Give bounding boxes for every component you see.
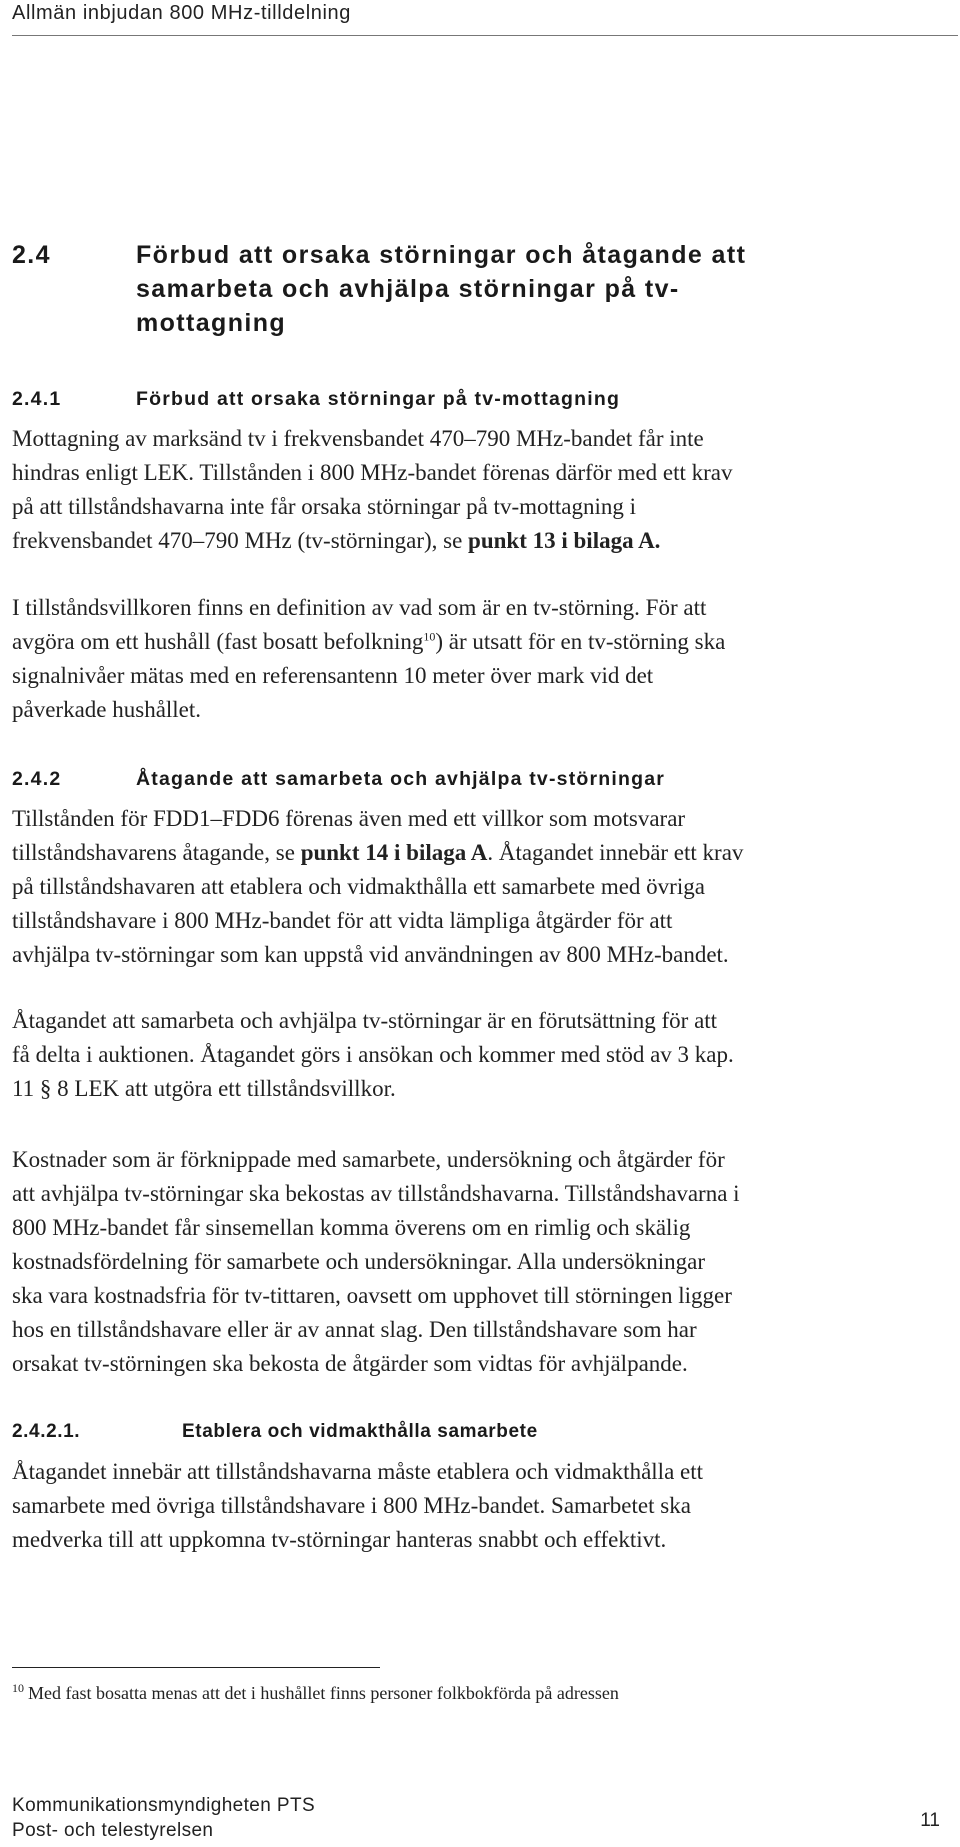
paragraph-tv-interference-ban — [12, 422, 952, 558]
text-line: . Åtagandet innebär ett krav — [487, 840, 744, 865]
paragraph-costs — [12, 1143, 952, 1381]
section-title-line-3: mottagning — [136, 309, 287, 337]
text-line: signalnivåer mätas med en referensantenn 10 meter över mark vid det — [12, 663, 654, 688]
text-line: få delta i auktionen. Åtagandet görs i ansökan och kommer med stöd av 3 kap. — [12, 1042, 734, 1067]
section-title-line-1: Förbud att orsaka störningar och åtagande att — [136, 241, 747, 269]
text-line: på tillståndshavaren att etablera och vidmakthålla ett samarbete med övriga — [12, 874, 705, 899]
subsection-heading-2-4-2 — [12, 768, 665, 791]
text-line: Mottagning av marksänd tv i frekvensbandet 470–790 MHz-bandet får inte — [12, 426, 704, 451]
text-line: tillståndshavarens åtagande, se — [12, 840, 301, 865]
running-header: Allmän inbjudan 800 MHz-tilldelning — [12, 2, 351, 24]
page-number: 11 — [920, 1810, 940, 1831]
paragraph-cooperation — [12, 1455, 952, 1557]
header-rule — [12, 35, 958, 36]
section-heading — [12, 238, 746, 340]
paragraph-definition — [12, 591, 952, 727]
text-line: avhjälpa tv-störningar som kan uppstå vid användningen av 800 MHz-bandet. — [12, 942, 729, 967]
footnote-rule — [12, 1667, 380, 1668]
text-line: att avhjälpa tv-störningar ska bekostas av tillståndshavarna. Tillståndshavarna i — [12, 1181, 740, 1206]
text-line: I tillståndsvillkoren finns en definition av vad som är en tv-störning. För att — [12, 595, 707, 620]
footnote-reference: 10 — [423, 629, 436, 644]
text-line: ska vara kostnadsfria för tv-tittaren, oavsett om upphovet till störningen ligger — [12, 1283, 732, 1308]
text-line: Åtagandet innebär att tillståndshavarna måste etablera och vidmakthålla ett — [12, 1459, 704, 1484]
paragraph-auction-condition — [12, 1004, 952, 1106]
section-title-line-2: samarbeta och avhjälpa störningar på tv- — [136, 275, 680, 303]
subsubsection-number: 2.4.2.1. — [12, 1421, 81, 1442]
text-line: frekvensbandet 470–790 MHz (tv-störningar), se — [12, 528, 469, 553]
text-line: Åtagandet att samarbeta och avhjälpa tv-störningar är en förutsättning för att — [12, 1008, 718, 1033]
reference-link-text: punkt 13 i bilaga A. — [468, 528, 661, 553]
subsubsection-title: Etablera och vidmakthålla samarbete — [182, 1421, 538, 1442]
text-line: samarbete med övriga tillståndshavare i 800 MHz-bandet. Samarbetet ska — [12, 1493, 691, 1518]
footer-org-line-2: Post- och telestyrelsen — [12, 1820, 214, 1841]
text-line: 800 MHz-bandet får sinsemellan komma överens om en rimlig och skälig — [12, 1215, 691, 1240]
footnote-text: Med fast bosatta menas att det i hushållet finns personer folkbokförda på adressen — [28, 1683, 619, 1703]
footer-org-line-1: Kommunikationsmyndigheten PTS — [12, 1795, 316, 1816]
text-line: ) är utsatt för en tv-störning ska — [435, 629, 726, 654]
subsection-heading-2-4-1 — [12, 388, 620, 411]
text-line: medverka till att uppkomna tv-störningar hanteras snabbt och effektivt. — [12, 1527, 667, 1552]
subsubsection-heading-2-4-2-1 — [12, 1421, 538, 1443]
text-line: hos en tillståndshavare eller är av annat slag. Den tillståndshavare som har — [12, 1317, 697, 1342]
reference-link-text: punkt 14 i bilaga A — [300, 840, 488, 865]
text-line: 11 § 8 LEK att utgöra ett tillståndsvillkor. — [12, 1076, 396, 1101]
subsection-title: Förbud att orsaka störningar på tv-mottagning — [136, 388, 621, 410]
text-line: på att tillståndshavarna inte får orsaka störningar på tv-mottagning i — [12, 494, 637, 519]
subsection-title: Åtagande att samarbeta och avhjälpa tv-störningar — [136, 768, 666, 790]
text-line: hindras enligt LEK. Tillstånden i 800 MHz-bandet förenas därför med ett krav — [12, 460, 733, 485]
text-line: Tillstånden för FDD1–FDD6 förenas även med ett villkor som motsvarar — [12, 806, 686, 831]
section-number: 2.4 — [12, 241, 51, 269]
footnote-number: 10 — [12, 1681, 24, 1695]
subsection-number: 2.4.1 — [12, 388, 62, 410]
text-line: påverkade hushållet. — [12, 697, 202, 722]
footnote — [12, 1683, 619, 1704]
text-line: avgöra om ett hushåll (fast bosatt befolkning — [12, 629, 424, 654]
text-line: Kostnader som är förknippade med samarbete, undersökning och åtgärder för — [12, 1147, 725, 1172]
paragraph-commitment — [12, 802, 952, 972]
subsection-number: 2.4.2 — [12, 768, 62, 790]
text-line: orsakat tv-störningen ska bekosta de åtgärder som vidtas för avhjälpande. — [12, 1351, 688, 1376]
text-line: kostnadsfördelning för samarbete och undersökningar. Alla undersökningar — [12, 1249, 706, 1274]
text-line: tillståndshavare i 800 MHz-bandet för att vidta lämpliga åtgärder för att — [12, 908, 673, 933]
